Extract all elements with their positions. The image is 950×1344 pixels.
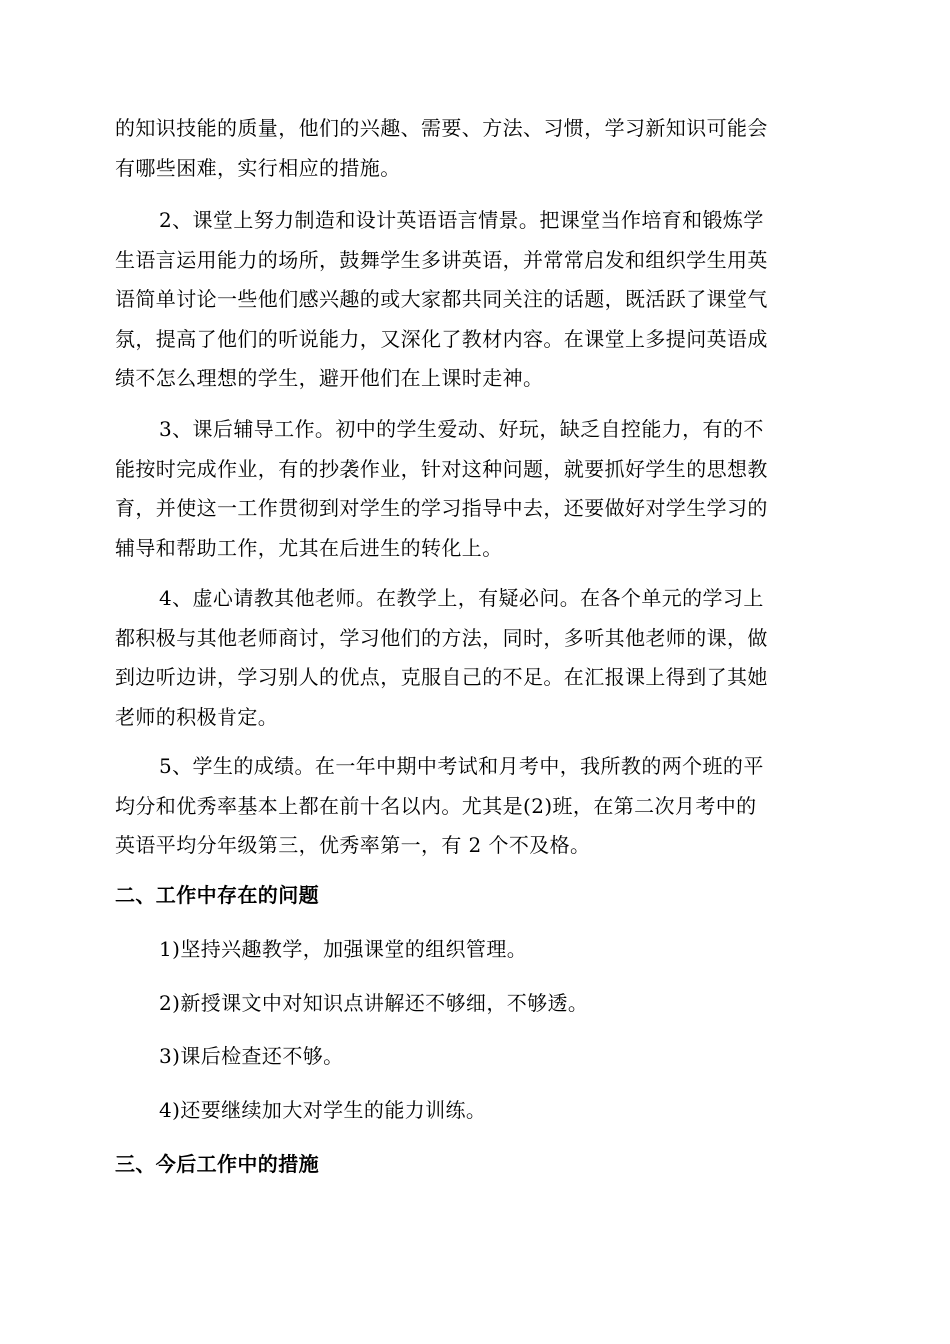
text-line: 都积极与其他老师商讨，学习他们的方法，同时，多听其他老师的课，做 (115, 625, 768, 650)
section-heading-measures: 三、今后工作中的措施 (115, 1152, 319, 1176)
section-heading-problems: 二、工作中存在的问题 (115, 883, 319, 907)
text-line: 的知识技能的质量，他们的兴趣、需要、方法、习惯，学习新知识可能会 (115, 116, 768, 140)
text-line: 老师的积极肯定。 (115, 704, 279, 729)
text-line: 育，并使这一工作贯彻到对学生的学习指导中去，还要做好对学生学习的 (115, 496, 768, 520)
text-line: 氛，提高了他们的听说能力，又深化了教材内容。在课堂上多提问英语成 (115, 326, 768, 351)
text-line: 语简单讨论一些他们感兴趣的或大家都共同关注的话题，既活跃了课堂气 (115, 287, 768, 311)
paragraph-item-5 (115, 747, 835, 866)
text-line: 英语平均分年级第三，优秀率第一，有 2 个不及格。 (115, 833, 591, 857)
text-line: 有哪些困难，实行相应的措施。 (115, 155, 401, 180)
paragraph-item-3 (115, 410, 835, 568)
paragraph-item-4 (115, 579, 835, 737)
problem-item: 3)课后检查还不够。 (159, 1044, 344, 1068)
text-line: 到边听边讲，学习别人的优点，克服自己的不足。在汇报课上得到了其她 (115, 665, 768, 689)
problem-item: 4)还要继续加大对学生的能力训练。 (159, 1098, 487, 1122)
problem-item: 2)新授课文中对知识点讲解还不够细，不够透。 (159, 991, 589, 1015)
paragraph-item-2 (115, 201, 835, 399)
text-line: 能按时完成作业，有的抄袭作业，针对这种问题，就要抓好学生的思想教 (115, 456, 768, 481)
text-line: 4、虚心请教其他老师。在教学上，有疑必问。在各个单元的学习上 (159, 586, 764, 610)
text-line: 均分和优秀率基本上都在前十名以内。尤其是(2)班，在第二次月考中的 (115, 793, 757, 818)
text-line: 2、课堂上努力制造和设计英语语言情景。把课堂当作培育和锻炼学 (159, 208, 764, 232)
text-line: 3、课后辅导工作。初中的学生爱动、好玩，缺乏自控能力，有的不 (159, 417, 764, 441)
paragraph-continuation (115, 109, 835, 188)
text-line: 辅导和帮助工作，尤其在后进生的转化上。 (115, 535, 503, 560)
text-line: 绩不怎么理想的学生，避开他们在上课时走神。 (115, 366, 544, 390)
text-line: 5、学生的成绩。在一年中期中考试和月考中，我所教的两个班的平 (159, 754, 764, 778)
text-line: 生语言运用能力的场所，鼓舞学生多讲英语，并常常启发和组织学生用英 (115, 247, 768, 272)
problem-item: 1)坚持兴趣教学，加强课堂的组织管理。 (159, 937, 528, 961)
